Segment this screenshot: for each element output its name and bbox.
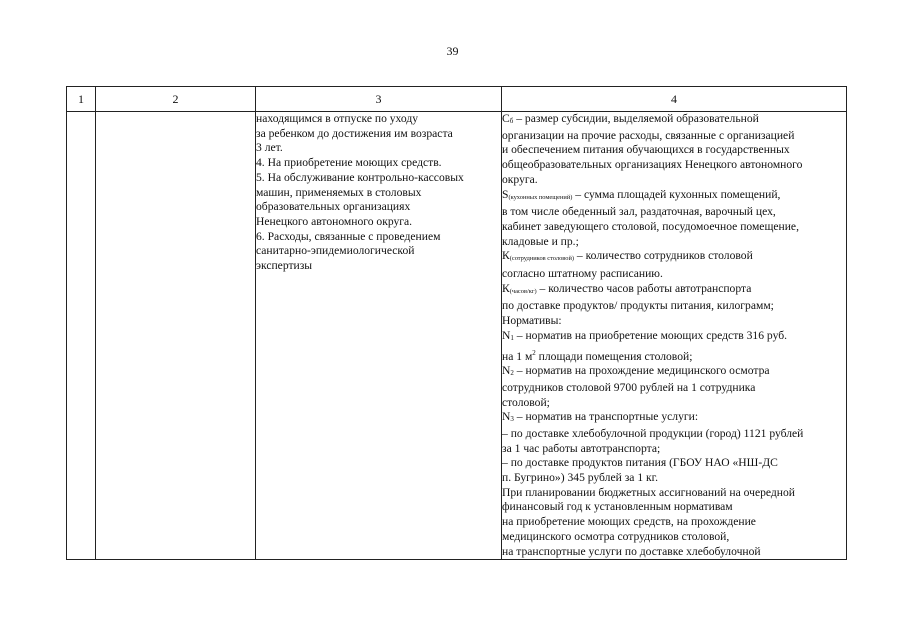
s-definition: $S_{(кухонных помещений)}$ – сумма площадей кухонных помещений, — [502, 187, 781, 201]
col4-line: по доставке продуктов/ продукты питания, килограмм; — [502, 299, 774, 313]
col4-line: на транспортные услуги по доставке хлебобулочной — [502, 544, 761, 558]
col3-line: экспертизы — [256, 259, 313, 273]
col3-line: 6. Расходы, связанные с проведением — [256, 229, 441, 243]
col4-line: п. Бугрино») 345 рублей за 1 кг. — [502, 471, 658, 485]
col4-line: Нормативы: — [502, 314, 562, 328]
col4-line: организации на прочие расходы, связанные с организацией — [502, 128, 795, 142]
col4-line: При планировании бюджетных ассигнований на очередной — [502, 485, 796, 499]
col3-line: за ребенком до достижения им возраста — [256, 126, 453, 140]
table-header-row — [67, 87, 847, 112]
cell-col-2 — [96, 112, 256, 560]
col4-line: медицинского осмотра сотрудников столовой, — [502, 529, 730, 543]
col3-line: 4. На приобретение моющих средств. — [256, 156, 442, 170]
col4-line: сотрудников столовой 9700 рублей на 1 сотрудника — [502, 380, 756, 394]
k-staff-definition: $К_{(сотрудников столовой)}$ – количество сотрудников столовой — [502, 249, 753, 263]
col3-line: 5. На обслуживание контрольно-кассовых — [256, 170, 464, 184]
header-col-4: 4 — [502, 87, 847, 112]
col4-line: столовой; — [502, 395, 550, 409]
col4-line: кабинет заведующего столовой, посудомоечное помещение, — [502, 219, 799, 233]
col4-line: в том числе обеденный зал, раздаточная, варочный цех, — [502, 205, 776, 219]
col4-line: на приобретение моющих средств, на прохождение — [502, 515, 756, 529]
regulation-table — [66, 86, 847, 560]
col4-line: – по доставке хлебобулочной продукции (город) 1121 рублей — [502, 426, 804, 440]
col4-line: и обеспечением питания обучающихся в государственных — [502, 143, 790, 157]
n1-definition: $N_1$ – норматив на приобретение моющих средств 316 руб. — [502, 328, 788, 342]
col3-line: машин, применяемых в столовых — [256, 185, 422, 199]
header-col-2: 2 — [96, 87, 256, 112]
col4-line: за 1 час работы автотранспорта; — [502, 441, 661, 455]
k-hours-definition: $К_{(часов/кг)}$ – количество часов работы автотранспорта — [502, 281, 752, 295]
col4-line: общеобразовательных организациях Ненецкого автономного — [502, 158, 803, 172]
col3-line: образовательных организациях — [256, 200, 411, 214]
page-number: 39 — [446, 44, 459, 58]
cell-col-3 — [256, 112, 502, 560]
col4-line: округа. — [502, 172, 538, 186]
c6-definition: $С_б$ – размер субсидии, выделяемой образовательной — [502, 112, 759, 125]
n3-definition: $N_3$ – норматив на транспортные услуги: — [502, 410, 699, 424]
col4-line: финансовый год к установленным нормативам — [502, 500, 733, 514]
col4-line: согласно штатному расписанию. — [502, 267, 663, 281]
col3-line: находящимся в отпуске по уходу — [256, 112, 419, 125]
col4-line: – по доставке продуктов питания (ГБОУ НАО «НШ-ДС — [502, 456, 778, 470]
cell-col-4 — [502, 112, 847, 560]
col3-line: 3 лет. — [256, 141, 283, 155]
header-col-3: 3 — [256, 87, 502, 112]
col4-line: кладовые и пр.; — [502, 234, 579, 248]
cell-col-1 — [67, 112, 96, 560]
col3-line: санитарно-эпидемиологической — [256, 244, 415, 258]
n1-area-line: на 1 $м^2$ площади помещения столовой; — [502, 348, 693, 363]
col3-line: Ненецкого автономного округа. — [256, 214, 413, 228]
header-col-1: 1 — [67, 87, 96, 112]
table-row — [67, 112, 847, 560]
n2-definition: $N_2$ – норматив на прохождение медицинского осмотра — [502, 364, 770, 378]
